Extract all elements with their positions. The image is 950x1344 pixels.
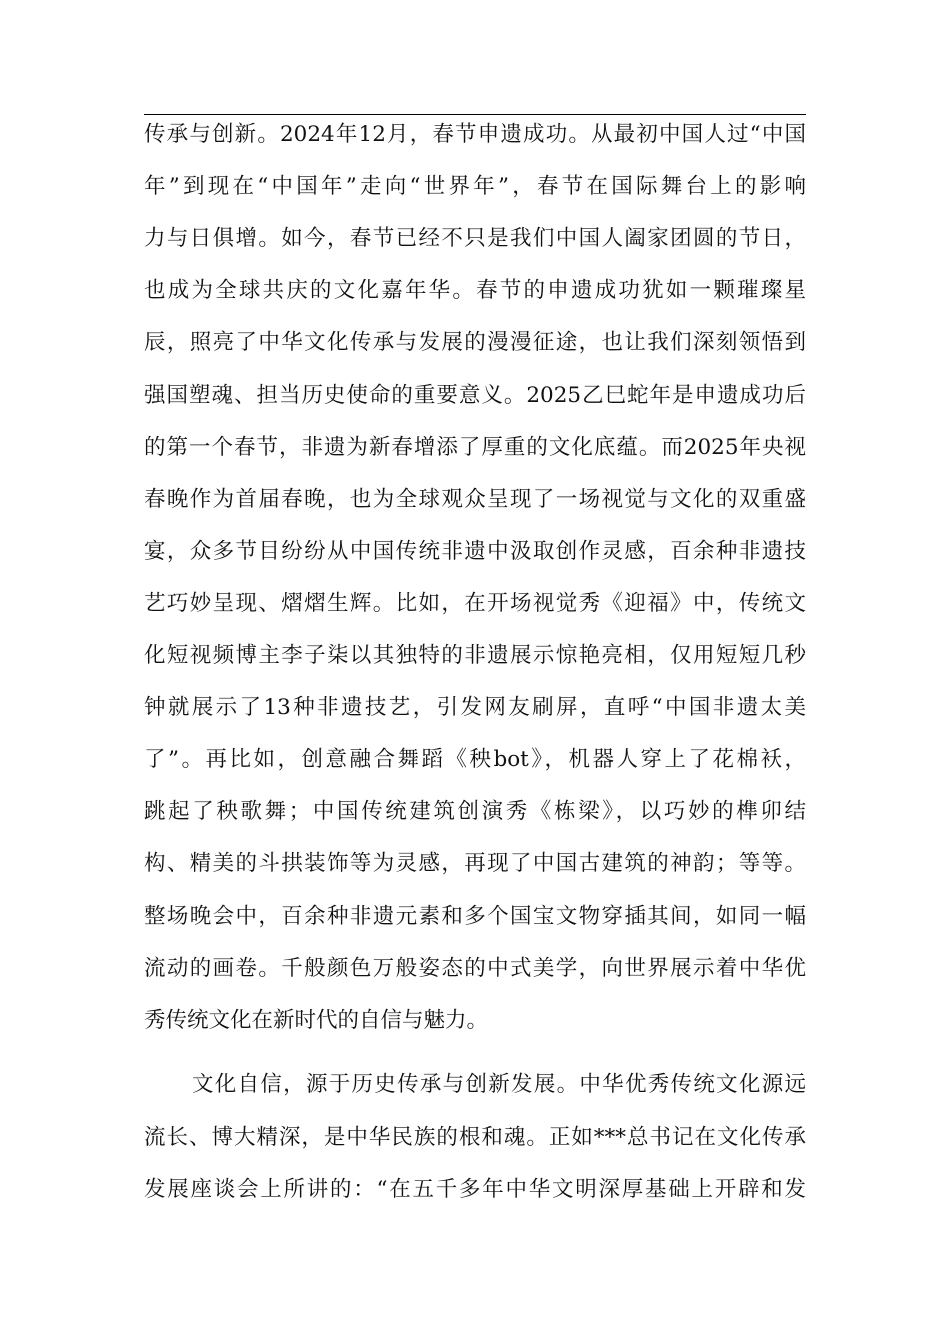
text-line: 辰，照亮了中华文化传承与发展的漫漫征途，也让我们深刻领悟到 [144, 330, 806, 356]
text-line: 整场晚会中，百余种非遗元素和多个国宝文物穿插其间，如同一幅 [144, 903, 806, 929]
text-line: 强国塑魂、担当历史使命的重要意义。2025乙巳蛇年是申遗成功后 [144, 382, 806, 408]
text-line: 化短视频博主李子柒以其独特的非遗展示惊艳亮相，仅用短短几秒 [144, 643, 806, 668]
text-line: 传承与创新。2024年12月，春节申遗成功。从最初中国人过“中国 [144, 122, 806, 147]
text-line: 春晚作为首届春晚，也为全球观众呈现了一场视觉与文化的双重盛 [144, 486, 806, 512]
text-line: 发展座谈会上所讲的：“在五千多年中华文明深厚基础上开辟和发 [144, 1177, 806, 1202]
text-line: 力与日俱增。如今，春节已经不只是我们中国人阖家团圆的节日， [144, 226, 806, 252]
text-line: 构、精美的斗拱装饰等为灵感，再现了中国古建筑的神韵；等等。 [144, 851, 806, 877]
text-line: 的第一个春节，非遗为新春增添了厚重的文化底蕴。而2025年央视 [144, 434, 806, 460]
text-line: 文化自信，源于历史传承与创新发展。中华优秀传统文化源远 [192, 1072, 806, 1097]
text-line: 秀传统文化在新时代的自信与魅力。 [144, 1007, 489, 1033]
text-line: 跳起了秧歌舞；中国传统建筑创演秀《栋梁》，以巧妙的榫卯结 [144, 799, 806, 825]
text-line: 年”到现在“中国年”走向“世界年”，春节在国际舞台上的影响 [144, 174, 806, 200]
text-line: 宴，众多节目纷纷从中国传统非遗中汲取创作灵感，百余种非遗技 [144, 538, 806, 564]
text-line: 艺巧妙呈现、熠熠生辉。比如，在开场视觉秀《迎福》中，传统文 [144, 590, 806, 616]
text-line: 流动的画卷。千般颜色万般姿态的中式美学，向世界展示着中华优 [144, 955, 806, 981]
text-line: 了”。再比如，创意融合舞蹈《秧bot》，机器人穿上了花棉袄， [144, 747, 806, 773]
text-line: 流长、博大精深，是中华民族的根和魂。正如***总书记在文化传承 [144, 1124, 806, 1150]
header-rule [144, 114, 806, 115]
text-line: 钟就展示了13种非遗技艺，引发网友刷屏，直呼“中国非遗太美 [144, 695, 806, 721]
text-line: 也成为全球共庆的文化嘉年华。春节的申遗成功犹如一颗璀璨星 [144, 278, 806, 304]
